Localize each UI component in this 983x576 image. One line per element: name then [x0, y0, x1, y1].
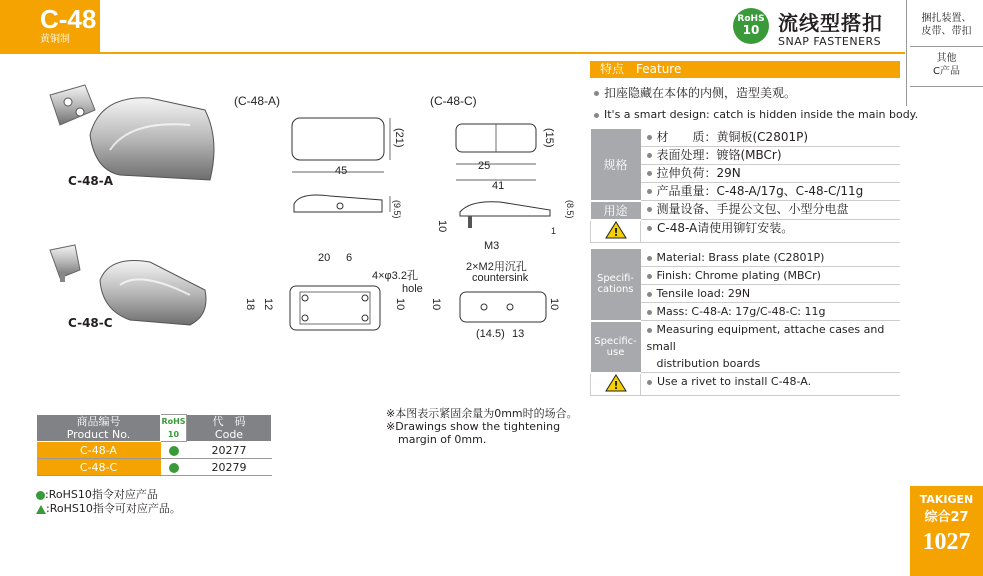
col-product-en: Product No.: [66, 428, 131, 441]
rohs-circle-icon: [169, 463, 179, 473]
spec-item-en: [641, 249, 901, 267]
side-nav-item-binding[interactable]: [910, 12, 983, 38]
product-code: 20277: [187, 442, 272, 459]
product-table: [36, 414, 272, 476]
warning-en: [641, 373, 901, 396]
dim-c-small: 1: [551, 226, 557, 236]
col-product: [37, 415, 161, 442]
spec-item-text: 材 质：黄铜板(C2801P): [656, 130, 809, 144]
spec-label-en: Specifi- cations: [591, 249, 641, 321]
warning-text: C-48-A请使用铆钉安装。: [657, 221, 794, 235]
use-text: 测量设备、手提公文包、小型分电盘: [656, 202, 849, 216]
dim-c-w2: 41: [492, 180, 505, 192]
header-divider: [100, 52, 905, 54]
note-en: ※Drawings show the tightening: [386, 420, 561, 433]
spec-item: [641, 165, 901, 183]
bullet-icon: [594, 113, 599, 118]
dim-c-w1: 25: [478, 160, 491, 172]
spec-item-text: 拉伸负荷：29N: [656, 166, 741, 180]
bullet-icon: [647, 189, 652, 194]
note-en: margin of 0mm.: [398, 433, 487, 446]
model-code: C-48: [40, 4, 97, 34]
bullet-icon: [647, 153, 652, 158]
side-nav-line: 其他: [936, 53, 957, 64]
dim-a-mount-h2: 12: [262, 298, 274, 311]
product-no: C-48-C: [37, 459, 161, 476]
col-code: [187, 415, 272, 442]
drawing-note: [386, 407, 578, 446]
spec-item: [641, 147, 901, 165]
dim-a-mount-h3: 10: [394, 298, 406, 311]
dim-a-mount-h1: 18: [244, 298, 256, 311]
dim-c-left: 10: [436, 220, 448, 233]
warning-triangle-icon: [605, 374, 627, 392]
dim-c-height: (15): [543, 128, 555, 148]
side-nav-divider: [906, 0, 907, 106]
table-row[interactable]: [37, 459, 272, 476]
side-nav-item-other[interactable]: [910, 52, 983, 78]
svg-text:!: !: [612, 225, 619, 239]
dim-c-mount-right: 10: [548, 298, 560, 311]
use-value-cn: [641, 201, 901, 220]
product-code: 20279: [187, 459, 272, 476]
svg-text:!: !: [612, 378, 619, 392]
spec-item-text: Tensile load: 29N: [656, 287, 751, 300]
dim-a-mount-hole-en: hole: [402, 283, 423, 295]
dim-a-width: 45: [335, 165, 348, 177]
page-number: 1027: [922, 529, 971, 555]
green-circle-icon: [36, 491, 45, 500]
spec-item-text: Mass: C-48-A: 17g/C-48-C: 11g: [656, 305, 826, 318]
spec-table-en: [590, 249, 900, 396]
spec-item-en: [641, 303, 901, 321]
photo-label-c: C-48-C: [68, 316, 113, 330]
product-no: C-48-A: [37, 442, 161, 459]
warning-icon: [591, 373, 641, 396]
dim-a-mount-d1: 20: [318, 252, 331, 264]
use-text: Measuring equipment, attache cases and small: [646, 323, 885, 353]
side-nav-line: 捆扎装置、: [921, 13, 972, 24]
spec-item: [641, 129, 901, 147]
drawing-c-mount: [450, 286, 560, 336]
bullet-icon: [594, 91, 599, 96]
drawing-title-a: (C-48-A): [234, 94, 281, 108]
legend-triangle: [36, 500, 181, 516]
use-text: distribution boards: [656, 357, 761, 370]
dim-c-side: (8.5): [565, 200, 575, 219]
rohs-number: 10: [742, 23, 760, 37]
photo-label-a: C-48-A: [68, 174, 114, 188]
col-rohs: [161, 415, 187, 442]
col-code-cn: 代 码: [212, 415, 246, 428]
col-rohs-num: 10: [167, 430, 180, 439]
bullet-icon: [647, 328, 652, 333]
bullet-icon: [647, 292, 652, 297]
col-code-en: Code: [214, 428, 244, 441]
col-product-cn: 商品编号: [76, 415, 121, 428]
use-value-en: [641, 321, 901, 373]
brand-page-box: [910, 486, 983, 576]
spec-item-text: Finish: Chrome plating (MBCr): [656, 269, 821, 282]
bullet-icon: [647, 171, 652, 176]
drawing-title-c: (C-48-C): [430, 94, 477, 108]
bullet-icon: [647, 226, 652, 231]
rohs-cell: [161, 442, 187, 459]
spec-item-en: [641, 285, 901, 303]
dim-c-mount-b1: (14.5): [476, 328, 505, 340]
legend-circle-text: :RoHS10指令对应产品: [45, 488, 158, 501]
spec-table-cn: [590, 129, 900, 243]
model-header: [0, 0, 100, 54]
brand-section: 综合27: [924, 510, 969, 525]
spec-item: [641, 183, 901, 201]
spec-item-text: 表面处理：镀铬(MBCr): [656, 148, 782, 162]
use-label-cn: 用途: [591, 201, 641, 220]
dim-c-thread: M3: [484, 240, 500, 252]
dim-a-mount-hole: 4×φ3.2孔: [372, 270, 418, 282]
dim-a-height: (21): [393, 128, 405, 148]
side-nav-line: C产品: [933, 66, 960, 77]
bullet-icon: [647, 310, 652, 315]
dim-a-side: (9.5): [392, 200, 402, 219]
side-nav-separator: [910, 86, 983, 87]
side-nav-separator: [910, 46, 983, 47]
feature-en-text: It's a smart design: catch is hidden inside the main body.: [604, 108, 919, 121]
rohs-label: RoHS: [737, 14, 765, 24]
bullet-icon: [647, 256, 652, 261]
feature-heading: 特点 Feature: [590, 61, 900, 78]
col-rohs-label: RoHS: [161, 417, 186, 426]
bullet-icon: [647, 135, 652, 140]
bullet-icon: [647, 207, 652, 212]
bullet-icon: [647, 380, 652, 385]
dim-c-mount-b2: 13: [512, 328, 525, 340]
feature-en: [594, 108, 918, 121]
note-cn: ※本图表示紧固余量为0mm时的场合。: [386, 407, 578, 420]
feature-cn-text: 扣座隐藏在本体的内侧，造型美观。: [604, 86, 797, 100]
side-nav-line: 皮带、带扣: [921, 26, 972, 37]
rohs-circle-icon: [169, 446, 179, 456]
brand-name: TAKIGEN: [919, 493, 974, 506]
spec-label-cn: 规格: [591, 129, 641, 201]
warning-text: Use a rivet to install C-48-A.: [657, 375, 812, 388]
use-label-en: Specific- use: [591, 321, 641, 373]
dim-a-mount-d2: 6: [346, 252, 353, 264]
warning-cn: [641, 220, 901, 243]
feature-cn: [594, 84, 796, 101]
dim-c-mount-hole: 2×M2用沉孔: [466, 261, 527, 273]
spec-item-en: [641, 267, 901, 285]
table-row[interactable]: [37, 442, 272, 459]
model-material: 黄铜制: [40, 34, 70, 45]
legend-triangle-text: :RoHS10指令可对应产品。: [46, 502, 181, 515]
spec-item-text: 产品重量：C-48-A/17g、C-48-C/11g: [656, 184, 864, 198]
dim-c-mount-left: 10: [430, 298, 442, 311]
bullet-icon: [647, 274, 652, 279]
warning-triangle-icon: [605, 221, 627, 239]
rohs-icon: [733, 8, 769, 44]
category-title-en: SNAP FASTENERS: [778, 35, 882, 48]
spec-item-text: Material: Brass plate (C2801P): [656, 251, 825, 264]
rohs-cell: [161, 459, 187, 476]
dim-c-mount-hole-en: countersink: [472, 272, 529, 284]
warning-icon: [591, 220, 641, 243]
category-title-cn: 流线型搭扣: [778, 11, 883, 35]
green-triangle-icon: [36, 505, 46, 514]
